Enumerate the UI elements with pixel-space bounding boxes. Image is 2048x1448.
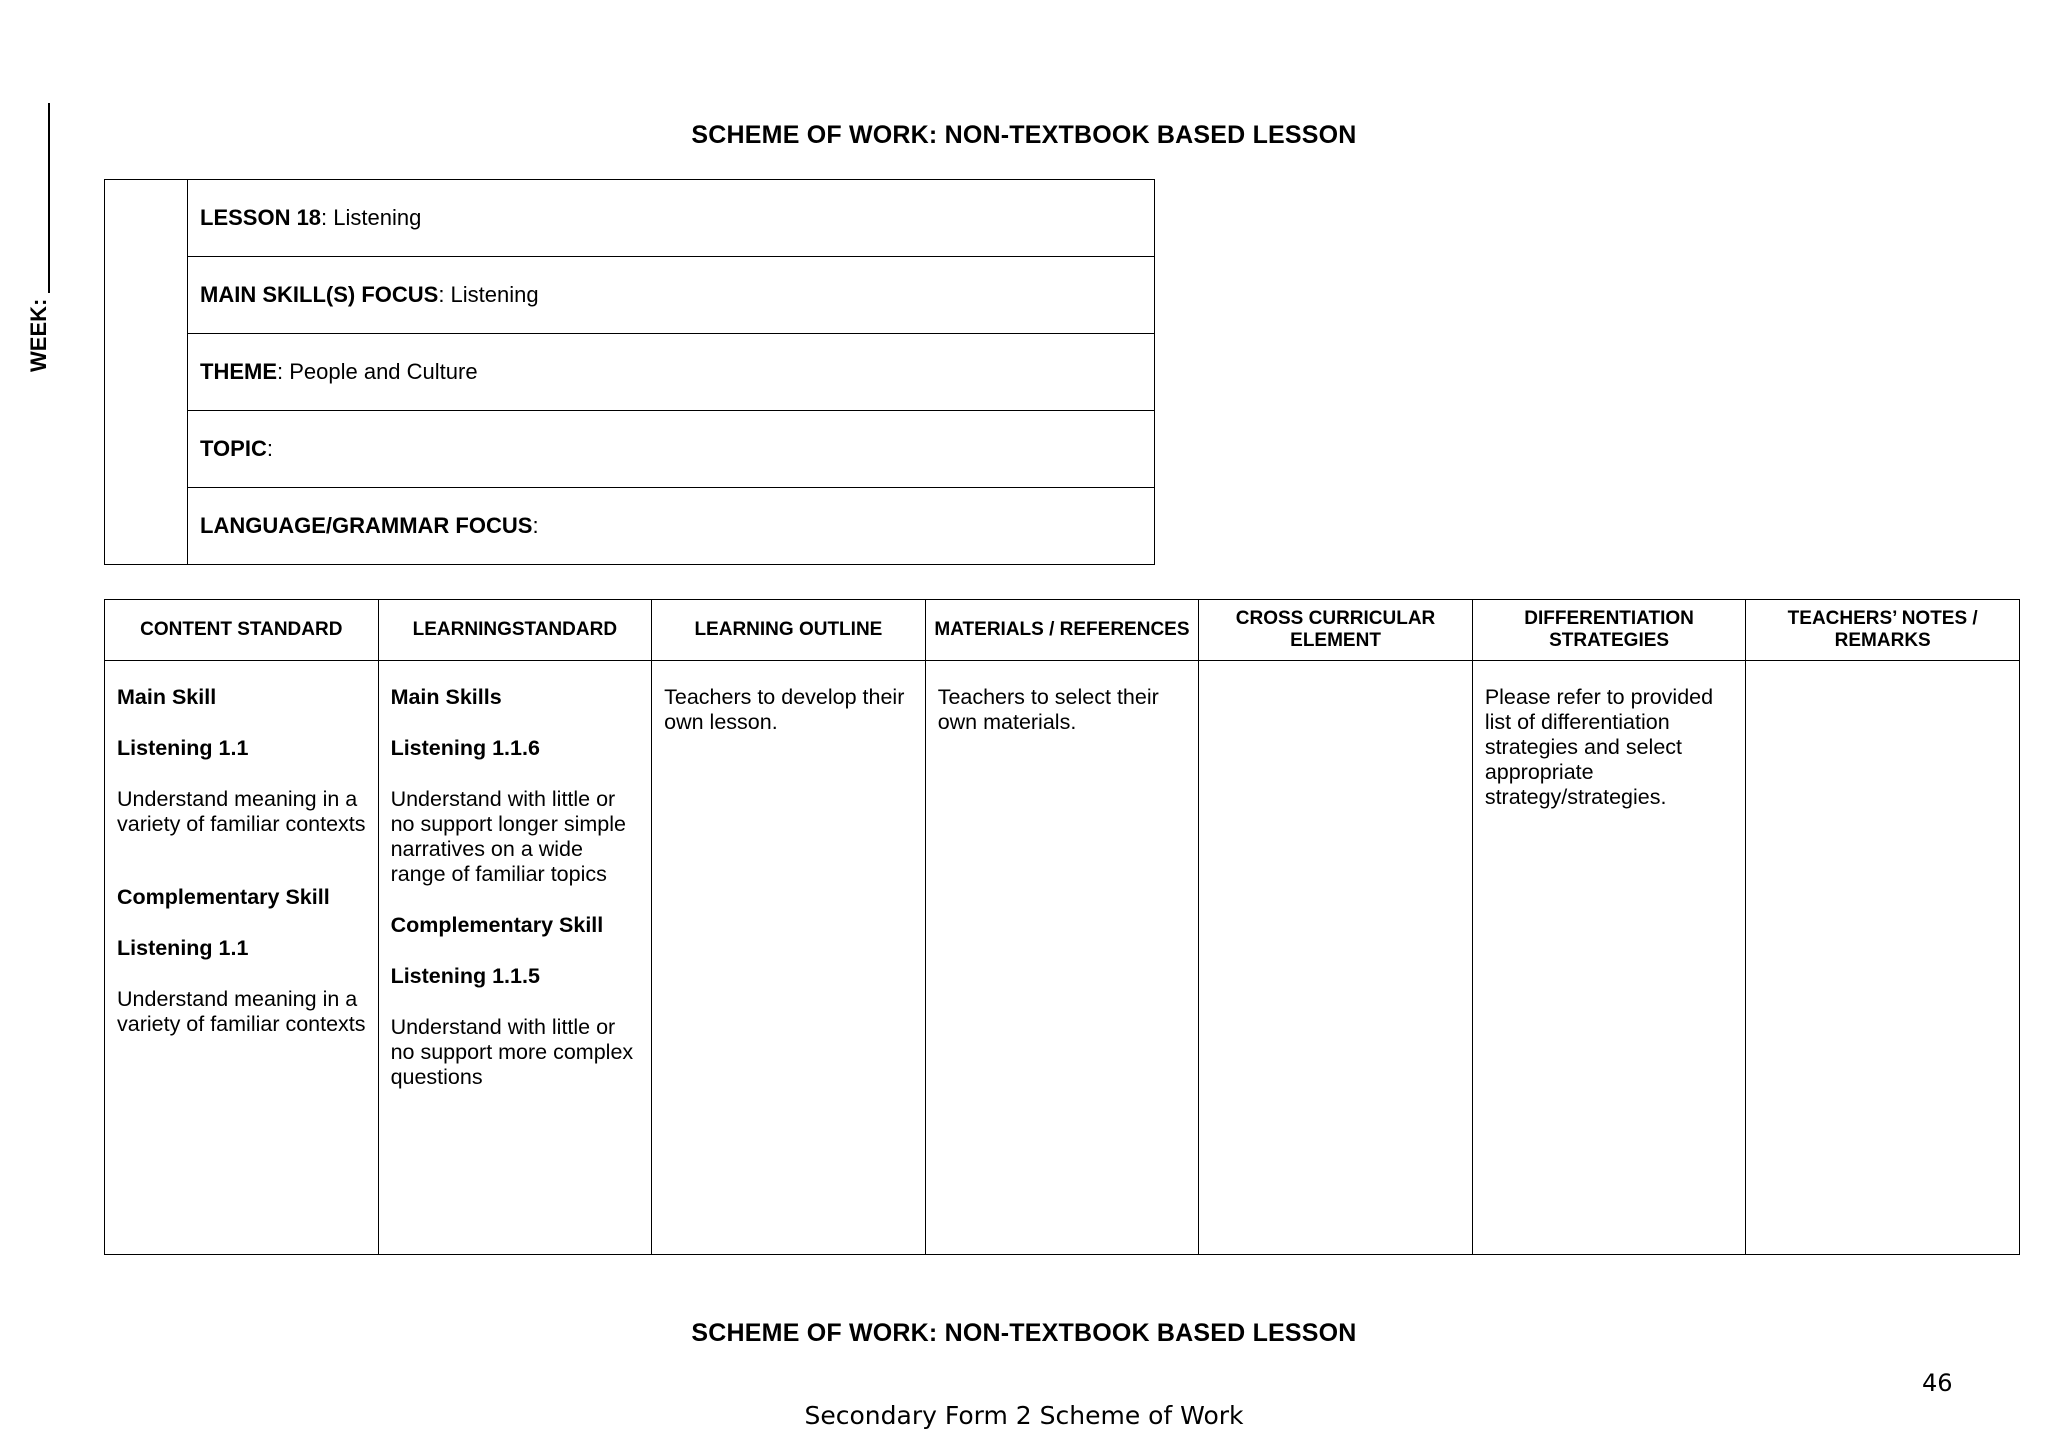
ls-comp-text: Understand with little or no support more complex questions [390,1015,634,1089]
page-title-repeat: SCHEME OF WORK: NON-TEXTBOOK BASED LESSON [691,1319,1357,1347]
cs-main-code: Listening 1.1 [117,736,249,760]
header-teachers-notes: TEACHERS’ NOTES / REMARKS [1746,600,2020,661]
ls-comp-heading: Complementary Skill [390,913,604,937]
week-blank-line [46,103,50,293]
topic-row [188,411,1154,488]
main-skill-focus-label: MAIN SKILL(S) FOCUS [200,282,439,307]
scheme-table [104,599,2020,1255]
lesson-value: : Listening [321,205,422,230]
header-learning-outline: LEARNING OUTLINE [652,600,926,661]
lesson-info-rows [188,180,1154,564]
topic-label: TOPIC [200,436,267,461]
topic-value: : [266,436,273,461]
ls-main-code: Listening 1.1.6 [390,736,540,760]
header-cross-curricular: CROSS CURRICULAR ELEMENT [1199,600,1473,661]
theme-row [188,334,1154,411]
ls-main-text: Understand with little or no support longer simple narratives on a wide range of familiar topics [390,787,627,886]
grammar-focus-label: LANGUAGE/GRAMMAR FOCUS [200,513,533,538]
header-content-standard: CONTENT STANDARD [105,600,379,661]
main-skill-focus-row [188,257,1154,334]
page-title: SCHEME OF WORK: NON-TEXTBOOK BASED LESSON [691,121,1357,149]
teachers-notes-cell [1746,661,2020,1255]
cross-curricular-cell [1199,661,1473,1255]
cs-main-heading: Main Skill [117,685,217,709]
learning-standard-cell [378,661,652,1255]
materials-text: Teachers to select their own materials. [937,685,1159,734]
page-number: 46 [1922,1369,1953,1397]
differentiation-cell [1472,661,1746,1255]
cs-comp-heading: Complementary Skill [117,885,330,909]
theme-value: : People and Culture [277,359,478,384]
cs-comp-text: Understand meaning in a variety of familiar contexts [117,987,366,1036]
main-skill-focus-value: : Listening [438,282,539,307]
header-materials: MATERIALS / REFERENCES [925,600,1199,661]
grammar-focus-row [188,488,1154,564]
week-label: WEEK: [26,298,51,372]
week-label-rotated [19,52,59,372]
content-standard-cell [105,661,379,1255]
week-column [105,180,188,564]
ls-comp-code: Listening 1.1.5 [390,964,540,988]
grammar-focus-value: : [532,513,539,538]
ls-main-heading: Main Skills [390,685,502,709]
header-learning-standard: LEARNINGSTANDARD [378,600,652,661]
page-footer: Secondary Form 2 Scheme of Work [804,1401,1244,1430]
lesson-header-table [104,179,1155,565]
lesson-label: LESSON 18 [200,205,322,230]
header-differentiation: DIFFERENTIATION STRATEGIES [1472,600,1746,661]
cs-main-text: Understand meaning in a variety of familiar contexts [117,787,366,836]
table-row [105,661,2020,1255]
learning-outline-text: Teachers to develop their own lesson. [664,685,905,734]
learning-outline-cell [652,661,926,1255]
table-header-row [105,600,2020,661]
lesson-row [188,180,1154,257]
cs-comp-code: Listening 1.1 [117,936,249,960]
materials-cell [925,661,1199,1255]
differentiation-text: Please refer to provided list of differentiation strategies and select appropriate strategy/strategies. [1484,685,1714,809]
theme-label: THEME [200,359,277,384]
